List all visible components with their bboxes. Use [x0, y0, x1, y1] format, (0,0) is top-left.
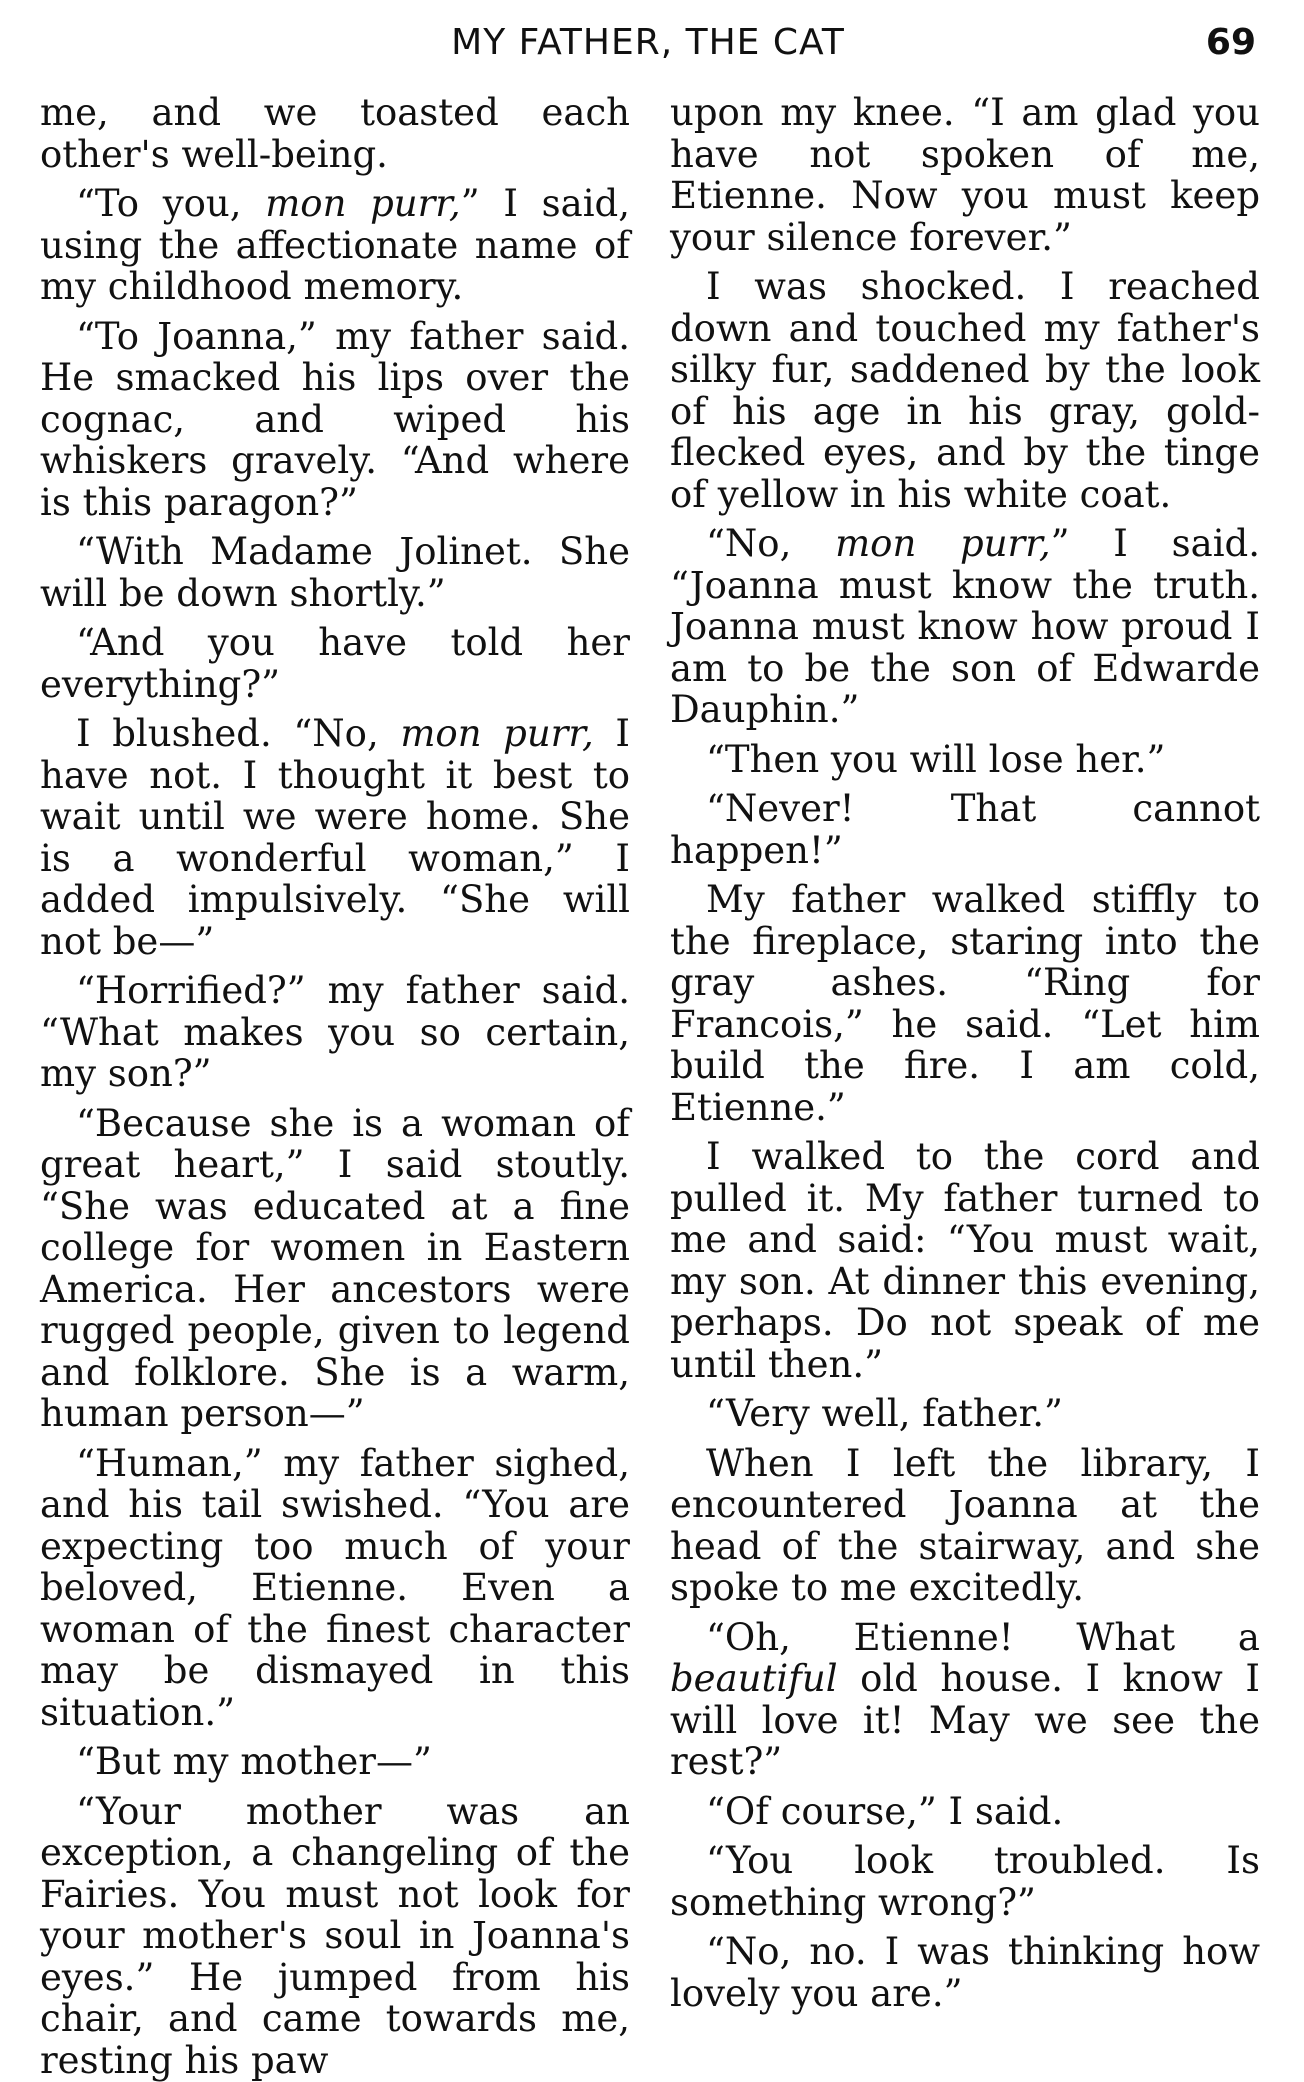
paragraph-text: “With Madame Jolinet. She will be down shortly.”	[40, 530, 630, 615]
paragraph-text: “You look troubled. Is something wrong?”	[670, 1839, 1260, 1924]
paragraph-text: I walked to the cord and pulled it. My father turned to me and said: “You must wait, my son. At dinner this evening, perhaps. Do not speak of me until then.”	[670, 1135, 1260, 1386]
paragraph	[670, 523, 1260, 731]
paragraph-text: “Human,” my father sighed, and his tail swished. “You are expecting too much of your beloved, Etienne. Even a woman of the finest character may be dismayed in this situation.”	[40, 1441, 630, 1734]
paragraph-text: “Never! That cannot happen!”	[670, 787, 1260, 872]
italic-text: mon purr,	[265, 182, 461, 225]
paragraph-text: I was shocked. I reached down and touched my father's silky fur, saddened by the look of his age in his gray, gold-flecked eyes, and by the tinge of yellow in his white coat.	[670, 265, 1260, 516]
paragraph	[40, 183, 630, 308]
paragraph-text: old house. I know I will love it! May we see the rest?”	[670, 1657, 1260, 1783]
paragraph-text: I have not. I thought it best to wait until we were home. She is a wonderful woman,” I added impulsively. “She will not be—”	[40, 712, 630, 963]
paragraph	[40, 970, 630, 1095]
paragraph	[40, 1741, 630, 1783]
paragraph	[670, 92, 1260, 258]
italic-text: beautiful	[670, 1657, 838, 1700]
paragraph	[40, 316, 630, 524]
paragraph	[40, 1791, 630, 2082]
paragraph-text: “No, no. I was thinking how lovely you are.”	[670, 1930, 1260, 2015]
paragraph	[40, 1103, 630, 1435]
paragraph	[40, 713, 630, 962]
paragraph-text: “To you,	[76, 182, 266, 225]
left-column	[40, 91, 630, 2082]
paragraph	[670, 1136, 1260, 1385]
paragraph	[670, 266, 1260, 515]
italic-text: mon purr,	[400, 712, 594, 755]
paragraph-text: “Then you will lose her.”	[706, 737, 1166, 781]
paragraph	[670, 1840, 1260, 1923]
paragraph-text: ” I said. “Joanna must know the truth. Joanna must know how proud I am to be the son of Edwarde Dauphin.”	[670, 522, 1260, 731]
paragraph-text: I blushed. “No,	[76, 712, 401, 755]
paragraph-text: “Very well, father.”	[706, 1392, 1063, 1435]
paragraph	[670, 788, 1260, 871]
paragraph	[40, 531, 630, 614]
paragraph-text: My father walked stiffly to the fireplace, staring into the gray ashes. “Ring for Francois,” he said. “Let him build the fire. I am cold, Etienne.”	[670, 878, 1260, 1129]
running-header	[40, 22, 1256, 78]
paragraph	[670, 1931, 1260, 2014]
paragraph	[40, 92, 630, 175]
paragraph	[670, 1791, 1260, 1833]
right-column	[670, 92, 1260, 2056]
paragraph	[670, 739, 1260, 781]
paragraph-text: ” I said, using the affectionate name of my childhood memory.	[40, 182, 630, 308]
paragraph-text: “To Joanna,” my father said. He smacked his lips over the cognac, and wiped his whiskers gravely. “And where is this paragon?”	[40, 314, 630, 524]
paragraph-text: upon my knee. “I am glad you have not spoken of me, Etienne. Now you must keep your silence forever.”	[670, 91, 1260, 259]
paragraph	[670, 1393, 1260, 1435]
paragraph	[670, 1617, 1260, 1783]
paragraph-text: me, and we toasted each other's well-being.	[40, 91, 630, 176]
italic-text: mon purr,	[835, 522, 1051, 565]
paragraph	[40, 1443, 630, 1734]
paragraph-text: When I left the library, I encountered Joanna at the head of the stairway, and she spoke to me excitedly.	[670, 1441, 1260, 1609]
paragraph-text: “But my mother—”	[76, 1740, 432, 1783]
paragraph-text: “And you have told her everything?”	[40, 621, 630, 706]
paragraph-text: “Of course,” I said.	[706, 1789, 1064, 1833]
paragraph-text: “Oh, Etienne! What a	[706, 1615, 1260, 1659]
page-number: 69	[1205, 22, 1256, 63]
running-title: MY FATHER, THE CAT	[451, 22, 845, 63]
paragraph	[670, 1443, 1260, 1609]
paragraph	[40, 622, 630, 705]
paragraph-text: “Horrified?” my father said. “What makes you so certain, my son?”	[40, 969, 630, 1095]
paragraph-text: “Your mother was an exception, a changeling of the Fairies. You must not look for your mother's soul in Joanna's eyes.” He jumped from his chair, and came towards me, resting his paw	[40, 1789, 630, 2082]
paragraph	[670, 879, 1260, 1128]
paragraph-text: “Because she is a woman of great heart,” I said stoutly. “She was educated at a fine college for women in Eastern America. Her ancestors were rugged people, given to legend and folklore. She is a warm, human person—”	[40, 1101, 630, 1435]
paragraph-text: “No,	[706, 522, 836, 565]
